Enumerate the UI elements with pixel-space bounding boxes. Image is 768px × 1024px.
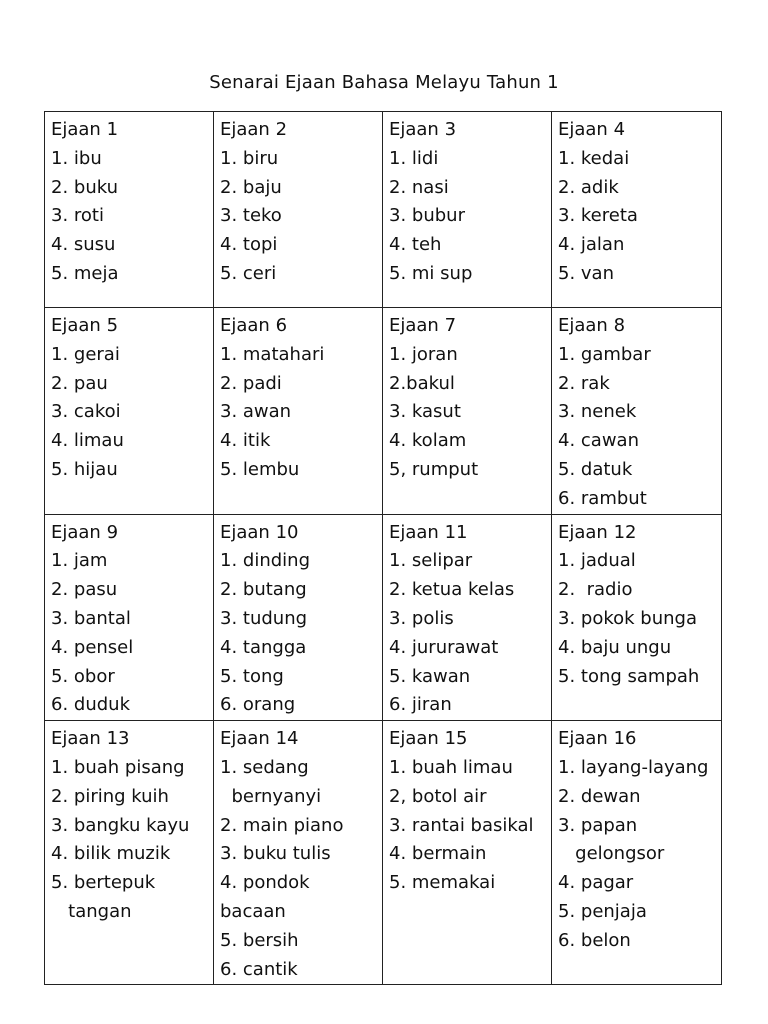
- word-item: 5. tong: [220, 665, 284, 687]
- word-item: 5. bersih: [220, 929, 299, 951]
- word-item: 4. pensel: [51, 636, 134, 658]
- word-item: 1. selipar: [389, 550, 473, 572]
- word-item: 4. tangga: [220, 636, 307, 658]
- word-item: 1. jam: [51, 550, 108, 572]
- word-item: 4. cawan: [558, 430, 639, 452]
- word-item: 2. radio: [558, 579, 633, 601]
- cell-heading: Ejaan 9: [51, 521, 119, 543]
- word-item: 3. pokok bunga: [558, 607, 697, 629]
- word-item: 5. van: [558, 262, 614, 284]
- word-item: 5. lembu: [220, 458, 300, 480]
- word-item: 3. tudung: [220, 607, 308, 629]
- word-item: 1. matahari: [220, 343, 325, 365]
- word-item: 2. adik: [558, 176, 619, 198]
- word-item: 3. cakoi: [51, 401, 121, 423]
- word-item: 2. pasu: [51, 579, 118, 601]
- page-title: Senarai Ejaan Bahasa Melayu Tahun 1: [209, 72, 559, 93]
- word-item: 2. padi: [220, 372, 282, 394]
- table-body: [45, 112, 722, 985]
- word-item: 3. teko: [220, 205, 282, 227]
- word-item: 1. gambar: [558, 343, 651, 365]
- cell-heading: Ejaan 12: [558, 521, 637, 543]
- table-row: [45, 721, 722, 985]
- word-item: 5, rumput: [389, 458, 479, 480]
- word-item: 5. obor: [51, 665, 115, 687]
- word-item: 2. dewan: [558, 785, 641, 807]
- word-item: 3. polis: [389, 607, 454, 629]
- spelling-cell: [552, 721, 722, 985]
- word-item: 1. dinding: [220, 550, 310, 572]
- word-item: 6. rambut: [558, 487, 647, 509]
- spelling-cell: [552, 514, 722, 721]
- word-item: tangan: [51, 900, 132, 922]
- spelling-cell: [383, 112, 552, 308]
- word-item: 4. jalan: [558, 234, 625, 256]
- spelling-cell: [45, 721, 214, 985]
- word-item: 2. rak: [558, 372, 610, 394]
- cell-heading: Ejaan 1: [51, 119, 119, 140]
- word-item: 5. meja: [51, 262, 119, 284]
- word-item: 1. buah limau: [389, 756, 513, 778]
- word-item: 2. butang: [220, 579, 307, 601]
- cell-heading: Ejaan 15: [389, 728, 468, 750]
- word-item: 3. bantal: [51, 607, 131, 629]
- word-item: 1. ibu: [51, 147, 102, 169]
- word-item: 5. mi sup: [389, 262, 473, 284]
- word-item: 4. kolam: [389, 430, 467, 452]
- word-item: 2.bakul: [389, 372, 455, 394]
- spelling-cell: [45, 514, 214, 721]
- cell-heading: Ejaan 8: [558, 315, 626, 336]
- word-item: 3. bubur: [389, 205, 465, 227]
- word-item: 6. orang: [220, 694, 296, 716]
- spelling-cell: [383, 308, 552, 515]
- spelling-cell: [45, 308, 214, 515]
- cell-heading: Ejaan 14: [220, 728, 299, 750]
- cell-heading: Ejaan 4: [558, 119, 626, 140]
- word-item: 4. bilik muzik: [51, 843, 171, 865]
- word-item: 2. ketua kelas: [389, 579, 515, 601]
- word-item: 3. bangku kayu: [51, 814, 190, 836]
- spelling-cell: [214, 112, 383, 308]
- word-item: 3. buku tulis: [220, 843, 331, 865]
- spelling-cell: [383, 721, 552, 985]
- word-item: 4. teh: [389, 234, 442, 256]
- word-item: 1. buah pisang: [51, 756, 185, 778]
- word-item: 1. joran: [389, 343, 458, 365]
- word-item: 2. piring kuih: [51, 785, 169, 807]
- word-item: 6. cantik: [220, 958, 298, 980]
- word-item: 3. nenek: [558, 401, 637, 423]
- word-item: 4. pondok: [220, 872, 310, 894]
- word-item: 4. bermain: [389, 843, 487, 865]
- spelling-cell: [552, 308, 722, 515]
- word-item: 5. ceri: [220, 262, 277, 284]
- spelling-cell: [214, 308, 383, 515]
- word-item: 4. pagar: [558, 872, 634, 894]
- word-item: 6. belon: [558, 929, 631, 951]
- word-item: 1. jadual: [558, 550, 636, 572]
- spelling-cell: [214, 514, 383, 721]
- word-item: 6. jiran: [389, 694, 452, 716]
- spelling-cell: [383, 514, 552, 721]
- cell-heading: Ejaan 5: [51, 315, 119, 336]
- cell-heading: Ejaan 10: [220, 521, 299, 543]
- table-row: [45, 112, 722, 308]
- cell-heading: Ejaan 7: [389, 315, 457, 336]
- word-item: 2. nasi: [389, 176, 449, 198]
- word-item: 4. limau: [51, 430, 124, 452]
- word-item: 2, botol air: [389, 785, 487, 807]
- word-item: 2. pau: [51, 372, 108, 394]
- word-item: 3. roti: [51, 205, 104, 227]
- word-item: 6. duduk: [51, 694, 130, 716]
- word-item: 4. itik: [220, 430, 271, 452]
- word-item: 1. layang-layang: [558, 756, 709, 778]
- word-item: 5. bertepuk: [51, 872, 156, 894]
- word-item: 1. biru: [220, 147, 279, 169]
- word-item: 2. baju: [220, 176, 282, 198]
- table-row: [45, 308, 722, 515]
- word-item: 5. penjaja: [558, 900, 647, 922]
- cell-heading: Ejaan 13: [51, 728, 130, 750]
- word-item: 1. lidi: [389, 147, 439, 169]
- word-item: 4. jururawat: [389, 636, 499, 658]
- word-item: 3. awan: [220, 401, 292, 423]
- word-item: 4. baju ungu: [558, 636, 672, 658]
- spelling-cell: [552, 112, 722, 308]
- cell-heading: Ejaan 2: [220, 119, 288, 140]
- word-item: bacaan: [220, 900, 286, 922]
- word-item: 3. papan: [558, 814, 638, 836]
- spelling-cell: [45, 112, 214, 308]
- word-item: 3. kasut: [389, 401, 461, 423]
- word-item: 1. gerai: [51, 343, 120, 365]
- spelling-cell: [214, 721, 383, 985]
- cell-heading: Ejaan 3: [389, 119, 457, 140]
- cell-heading: Ejaan 6: [220, 315, 288, 336]
- word-item: 2. main piano: [220, 814, 344, 836]
- cell-heading: Ejaan 16: [558, 728, 637, 750]
- word-item: 5. hijau: [51, 458, 118, 480]
- word-item: 5. datuk: [558, 458, 633, 480]
- word-item: 3. rantai basikal: [389, 814, 534, 836]
- cell-heading: Ejaan 11: [389, 521, 468, 543]
- word-item: 1. sedang: [220, 756, 309, 778]
- word-item: 3. kereta: [558, 205, 638, 227]
- word-item: 5. memakai: [389, 872, 496, 894]
- word-item: 5. tong sampah: [558, 665, 700, 687]
- word-item: 5. kawan: [389, 665, 471, 687]
- table-row: [45, 514, 722, 721]
- word-item: 1. kedai: [558, 147, 630, 169]
- word-item: gelongsor: [558, 843, 665, 865]
- spelling-list-table: [44, 111, 722, 985]
- word-item: 4. susu: [51, 234, 116, 256]
- word-item: bernyanyi: [220, 785, 322, 807]
- word-item: 2. buku: [51, 176, 119, 198]
- word-item: 4. topi: [220, 234, 278, 256]
